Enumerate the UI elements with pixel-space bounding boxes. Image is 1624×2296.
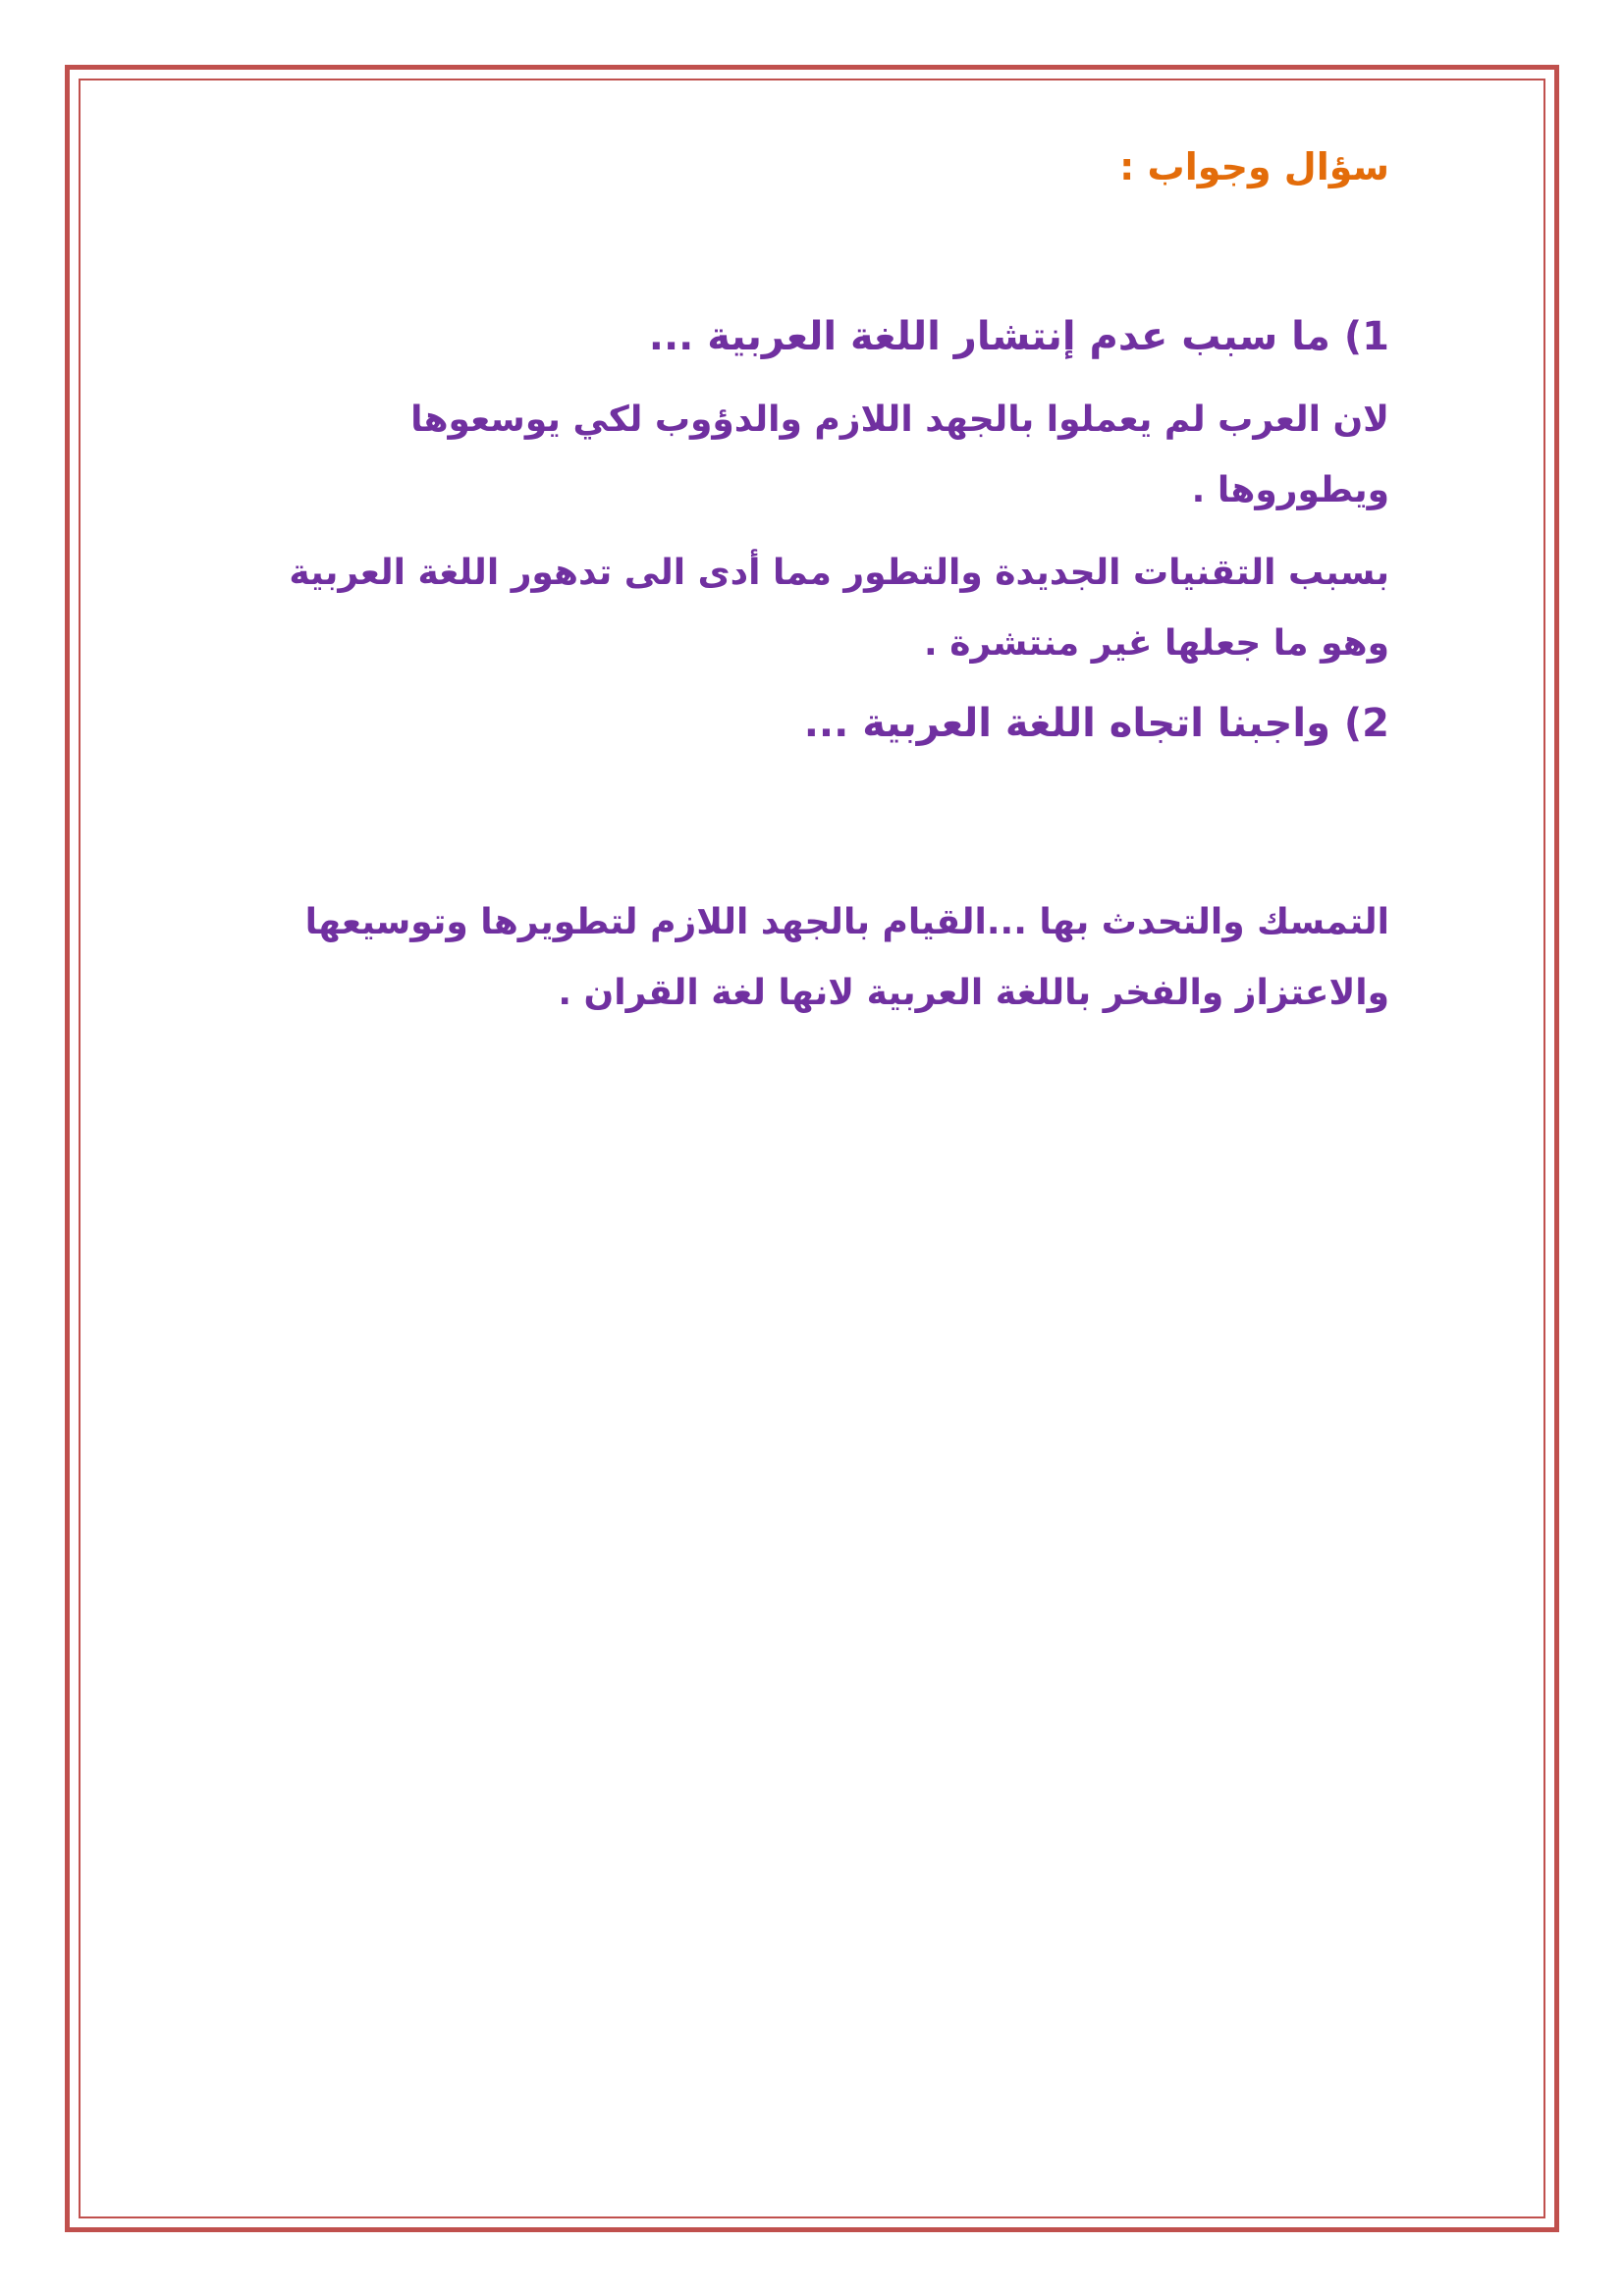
section-heading: سؤال وجواب : [1119,145,1389,188]
answer-1-paragraph-1: لان العرب لم يعملوا بالجهد اللازم والدؤوب لكي يوسعوها ويطوروها . [410,400,1389,510]
question-2 [265,691,1389,756]
document-content [265,137,1389,1041]
question-1 [265,304,1389,369]
question-1-text: ما سبب عدم إنتشار اللغة العربية ... [648,314,1330,359]
spacer [265,772,1389,887]
answer-1-paragraph-2: بسبب التقنيات الجديدة والتطور مما أدى الى تدهور اللغة العربية وهو ما جعلها غير منتشرة . [289,553,1389,664]
answer-2-paragraph-1: التمسك والتحدث بها ...القيام بالجهد اللازم لتطويرها وتوسيعها والاعتزاز والفخر باللغة العربية لانها لغة القران . [304,902,1389,1013]
question-2-number: 2) [1343,701,1389,746]
question-1-number: 1) [1343,314,1389,359]
question-2-text: واجبنا اتجاه اللغة العربية ... [803,701,1330,746]
